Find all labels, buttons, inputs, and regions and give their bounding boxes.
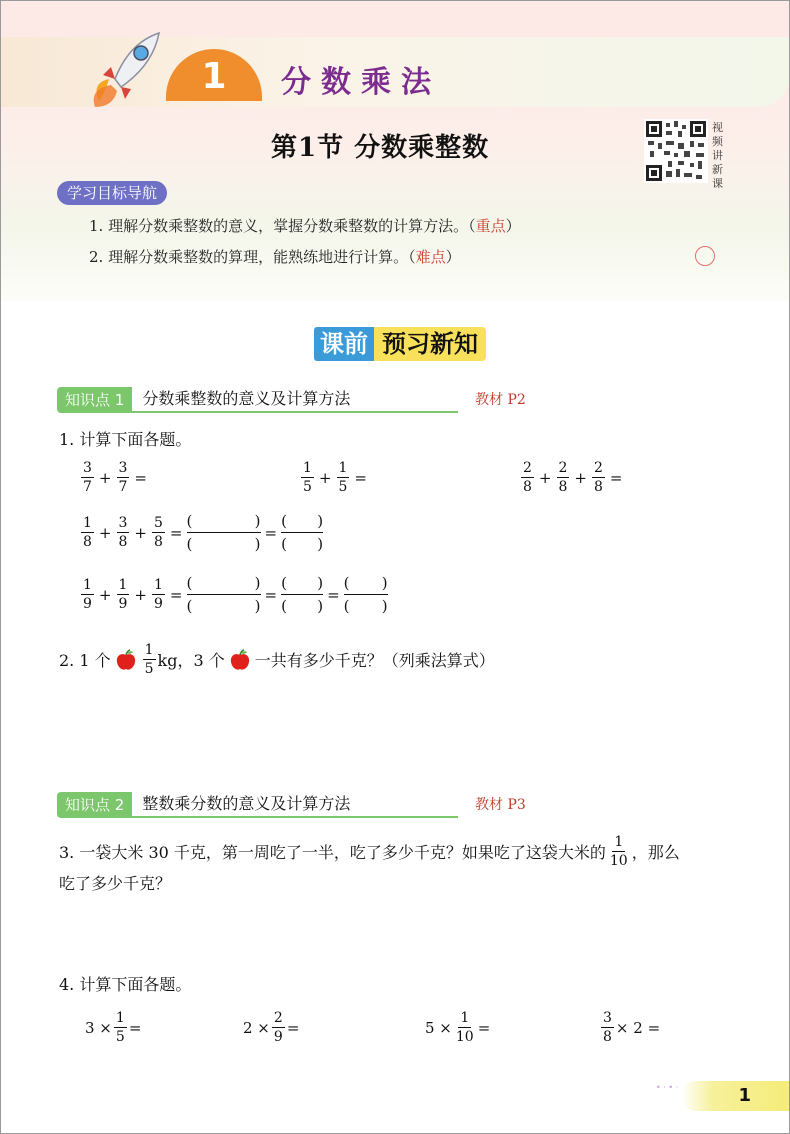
fraction: 2 8 [523, 460, 532, 495]
operator: + [98, 523, 112, 542]
goal-mark: 重点 [475, 217, 506, 235]
kp-tag: 知识点 2 [57, 792, 132, 818]
equation-1c [519, 459, 626, 496]
goal-item-2 [89, 246, 461, 267]
page-number-tab [681, 1081, 789, 1111]
goal-mark: 难点 [415, 248, 446, 266]
equation-4d: $\frac{3}{8}$ × 2 = [603, 1010, 661, 1045]
fraction: $\frac{2}{8}$ [594, 460, 603, 495]
goal-text: 1. 理解分数乘整数的意义，掌握分数乘整数的计算方法。（ [89, 217, 476, 235]
goal-item-1 [89, 215, 521, 236]
textbook-ref: 教材 P2 [475, 392, 526, 408]
decorative-dots-icon: • · • · [656, 1083, 679, 1092]
q2-suffix: 一共有多少千克？（列乘法算式） [254, 651, 495, 670]
equation-4a: 3 × $\frac{1}{5}$ = [85, 1010, 142, 1045]
fraction: $\frac{1}{9}$ [118, 577, 128, 612]
equals: = [327, 585, 340, 604]
equation-1b [299, 459, 370, 496]
equation-1e [79, 572, 389, 617]
fraction: $\frac{1}{5}$ [338, 460, 348, 495]
rocket-icon [81, 23, 171, 113]
equals: = [169, 585, 183, 604]
banner-part-2: 预习新知 [374, 327, 486, 361]
question-1-title: 1. 计算下面各题。 [59, 430, 192, 449]
fraction: 1 9 [83, 577, 92, 612]
fraction: $\frac{2}{8}$ [558, 460, 568, 495]
q2-unit: kg，3 个 [157, 651, 225, 670]
fraction: $\frac{1}{10}$ [455, 1010, 474, 1045]
answer-blank-fraction[interactable]: ( ) ( ) [186, 512, 261, 553]
apple-icon [114, 648, 138, 672]
equation-4b: 2 × $\frac{2}{9}$ = [243, 1010, 300, 1045]
operator: + [134, 523, 147, 542]
question-2 [59, 641, 495, 678]
equals: = [609, 468, 623, 487]
fraction: 1 5 [144, 642, 154, 677]
fraction: 1 8 [83, 515, 92, 550]
fraction: $\frac{2}{9}$ [273, 1010, 283, 1045]
equation-4c: 5 × $\frac{1}{10}$ = [425, 1010, 491, 1045]
fraction: $\frac{3}{7}$ [118, 460, 128, 495]
knowledge-point-1 [57, 387, 526, 413]
equals: = [354, 468, 367, 487]
learning-goals-tag: 学习目标导航 [57, 181, 167, 205]
answer-blank-fraction[interactable]: ( ) ( ) [281, 574, 324, 615]
qr-code-icon[interactable] [644, 119, 708, 183]
page-number: 1 [738, 1085, 751, 1106]
fraction: $\frac{5}{8}$ [154, 515, 163, 550]
goal-text: 2. 理解分数乘整数的算理，能熟练地进行计算。（ [89, 248, 416, 266]
question-3-line-2: 吃了多少千克？ [59, 874, 172, 893]
answer-blank-fraction[interactable]: ( ) ( ) [186, 574, 261, 615]
textbook-ref: 教材 P3 [475, 797, 526, 813]
equals: = [169, 523, 183, 542]
equation-1d [79, 510, 324, 555]
banner-part-1: 课前 [314, 327, 374, 361]
equals: = [264, 523, 278, 542]
question-4-title: 4. 计算下面各题。 [59, 975, 192, 994]
fraction: 3 7 [83, 460, 92, 495]
question-3-line-1 [59, 833, 680, 870]
chapter-title: 分数乘法 [281, 65, 441, 100]
answer-blank-fraction[interactable]: ( ) ( ) [343, 574, 388, 615]
knowledge-point-2 [57, 792, 526, 818]
equals: = [264, 585, 278, 604]
q3-text: 3. 一袋大米 30 千克，第一周吃了一半，吃了多少千克？如果吃了这袋大米的 [59, 843, 606, 862]
kp-name: 分数乘整数的意义及计算方法 [132, 387, 458, 413]
q3-text-end: ，那么 [631, 843, 680, 862]
operator: + [574, 468, 587, 487]
chapter-number-badge: 1 [166, 49, 262, 101]
qr-label: 视频讲新课 [712, 121, 723, 190]
operator: + [134, 585, 147, 604]
kp-name: 整数乘分数的意义及计算方法 [132, 792, 458, 818]
goal-end: ） [505, 217, 521, 235]
fraction: 1 5 [303, 460, 312, 495]
kp-tag: 知识点 1 [57, 387, 132, 413]
section-title: 第1节 分数乘整数 [271, 133, 490, 163]
operator: + [538, 468, 552, 487]
preview-banner [314, 327, 486, 361]
answer-blank-fraction[interactable]: ( ) ( ) [281, 512, 324, 553]
operator: + [98, 468, 112, 487]
fraction: $\frac{1}{9}$ [154, 577, 163, 612]
equation-1a [79, 459, 150, 496]
fraction: $\frac{3}{8}$ [118, 515, 128, 550]
decorative-circle-icon [695, 246, 715, 266]
fraction: $\frac{1}{5}$ [115, 1010, 125, 1045]
fraction: 1 10 [609, 834, 628, 869]
operator: + [318, 468, 332, 487]
equals: = [134, 468, 147, 487]
goal-end: ） [445, 248, 461, 266]
fraction: $\frac{3}{8}$ [603, 1010, 612, 1045]
apple-icon [228, 648, 252, 672]
q2-prefix: 2. 1 个 [59, 651, 111, 670]
operator: + [98, 585, 112, 604]
